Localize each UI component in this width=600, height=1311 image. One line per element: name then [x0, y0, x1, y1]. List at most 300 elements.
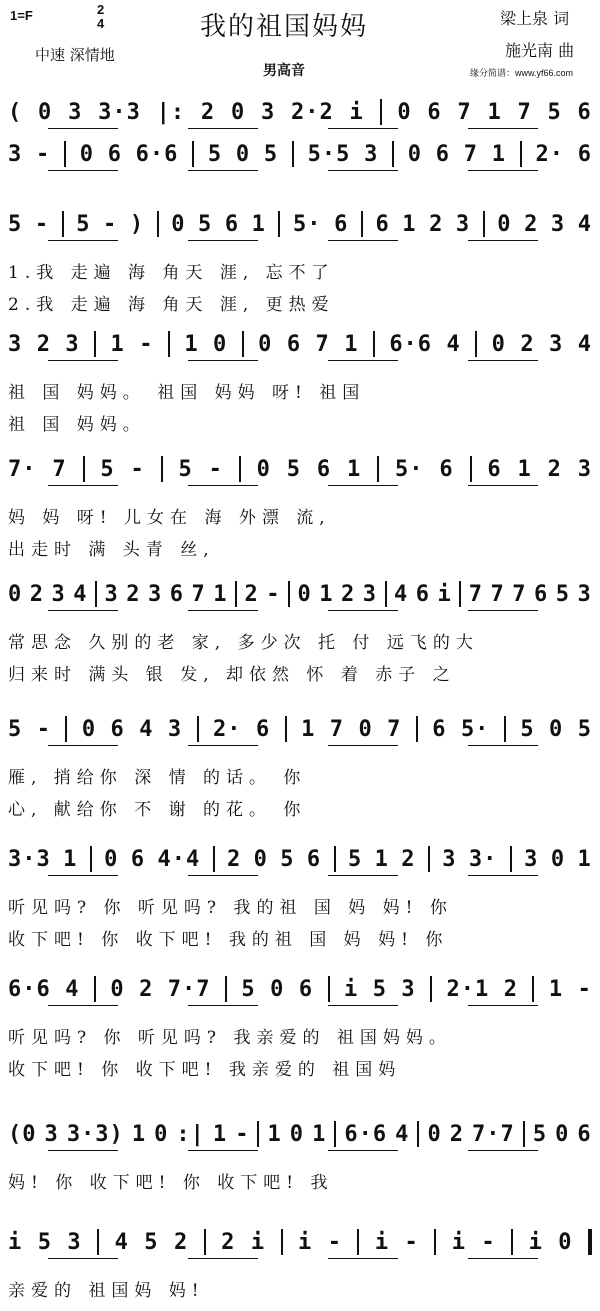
note-token: 7: [512, 581, 527, 607]
note-token: -: [36, 716, 51, 742]
beam-line: [48, 610, 118, 611]
beam-line: [328, 360, 398, 361]
note-token: 4: [577, 211, 592, 237]
note-token: 6: [107, 141, 122, 167]
staff-line-3: [8, 210, 592, 254]
note-token: 6·6: [135, 141, 179, 167]
time-signature-bottom: 4: [97, 16, 105, 31]
beam-line: [48, 875, 118, 876]
note-token: 7: [329, 716, 344, 742]
notation: [8, 140, 592, 168]
bar-line: [97, 1229, 99, 1255]
beam-line: [468, 610, 538, 611]
note-token: 1: [184, 331, 199, 357]
bar-line: [334, 846, 336, 872]
bar-line: [328, 976, 330, 1002]
lyric-line-1: 妈 妈 呀! 儿女在 海 外漂 流,: [8, 508, 331, 528]
beam-line: [48, 745, 118, 746]
note-token: 3: [148, 581, 163, 607]
bar-line: [430, 976, 432, 1002]
note-token: :|: [176, 1121, 205, 1147]
note-token: -: [235, 1121, 250, 1147]
note-token: 0: [256, 456, 271, 482]
note-token: 5: [37, 1229, 52, 1255]
note-token: 1: [517, 456, 532, 482]
note-token: 0: [491, 331, 506, 357]
beam-line: [48, 170, 118, 171]
bar-line: [373, 331, 375, 357]
beam-line: [48, 1150, 118, 1151]
note-token: 6: [577, 1121, 592, 1147]
note-token: 3: [362, 581, 377, 607]
beam-line: [328, 485, 398, 486]
note-token: 7: [191, 581, 206, 607]
beam-line: [188, 360, 258, 361]
note-token: 1: [344, 331, 359, 357]
note-token: 2: [29, 581, 44, 607]
note-token: 0: [79, 141, 94, 167]
note-token: 7: [387, 716, 402, 742]
note-token: 0: [555, 1121, 570, 1147]
beam-line: [188, 875, 258, 876]
staff-line-1: [8, 98, 592, 142]
note-token: 5: [547, 99, 562, 125]
note-token: i: [451, 1229, 466, 1255]
note-token: 0: [558, 1229, 573, 1255]
note-token: 1: [267, 1121, 282, 1147]
note-token: 6: [130, 846, 146, 872]
note-token: 1: [487, 99, 502, 125]
note-token: 7: [463, 141, 478, 167]
lyric-line-1: 妈! 你 收下吧! 你 收下吧! 我: [8, 1173, 334, 1193]
note-token: 5·: [395, 456, 424, 482]
staff-line-6: [8, 580, 592, 624]
note-token: 0: [154, 1121, 169, 1147]
bar-line: [197, 716, 199, 742]
notation: [8, 845, 592, 873]
note-token: 5·: [460, 716, 490, 742]
note-token: 5: [577, 716, 592, 742]
bar-line: [225, 976, 227, 1002]
note-token: (: [8, 99, 23, 125]
note-token: 0: [550, 846, 566, 872]
note-token: 6·6: [8, 976, 51, 1002]
staff-line-5: [8, 455, 592, 499]
note-token: 0: [38, 99, 53, 125]
note-token: 3: [8, 141, 23, 167]
note-token: 0: [289, 1121, 305, 1147]
note-token: 7: [315, 331, 330, 357]
note-token: 4: [73, 581, 88, 607]
bar-line: [428, 846, 430, 872]
bar-line: [511, 1229, 513, 1255]
note-token: 4: [65, 976, 80, 1002]
lyric-line-1: 雁, 捎给你 深 情 的话。 你: [8, 768, 307, 788]
beam-line: [328, 1258, 398, 1259]
bar-line: [90, 846, 92, 872]
note-token: 6: [487, 456, 502, 482]
note-token: 1: [312, 1121, 327, 1147]
note-token: 3: [167, 716, 183, 742]
beam-line: [48, 485, 118, 486]
note-token: 2·1: [446, 976, 490, 1002]
beam-line: [468, 745, 538, 746]
lyric-line-1: 亲爱的 祖国妈 妈!: [8, 1281, 205, 1301]
lyric-line-1: 听见吗? 你 听见吗? 我的祖 国 妈 妈! 你: [8, 898, 453, 918]
note-token: 5: [520, 716, 535, 742]
note-token: 2: [173, 1229, 189, 1255]
note-token: 0: [230, 99, 246, 125]
note-token: 3·3): [66, 1121, 124, 1147]
beam-line: [188, 610, 258, 611]
note-token: 0: [8, 581, 23, 607]
lyricist: 梁上泉 词: [500, 9, 570, 28]
note-token: 1: [212, 1121, 228, 1147]
note-token: 5·: [293, 211, 322, 237]
note-token: -: [404, 1229, 419, 1255]
lyric-line-1: 1.我 走遍 海 角天 涯, 忘不了: [8, 263, 335, 283]
notation: [8, 1120, 592, 1148]
note-token: 2: [226, 846, 242, 872]
note-token: 4: [577, 331, 592, 357]
notation: [8, 715, 592, 743]
bar-line: [380, 99, 382, 125]
note-token: 0: [81, 716, 97, 742]
source-credit: 缘分简谱：www.yf66.com: [470, 68, 574, 78]
bar-line: [168, 331, 170, 357]
staff-line-10: [8, 1120, 592, 1164]
note-token: 0: [213, 331, 228, 357]
beam-line: [48, 360, 118, 361]
note-token: -: [266, 581, 281, 607]
note-token: 6: [439, 456, 454, 482]
beam-line: [468, 485, 538, 486]
note-token: 5: [8, 211, 23, 237]
note-token: 2: [547, 456, 562, 482]
lyric-line-2: 归来时 满头 银 发, 却依然 怀 着 赤子 之: [8, 665, 456, 685]
note-token: 6: [375, 211, 390, 237]
note-token: ): [129, 211, 145, 237]
note-token: 6: [306, 846, 322, 872]
note-token: i: [437, 581, 452, 607]
note-token: 4: [446, 331, 461, 357]
note-token: 7: [468, 581, 483, 607]
note-token: 5: [207, 141, 223, 167]
bar-line: [242, 331, 244, 357]
note-token: 0: [270, 976, 285, 1002]
note-token: 1: [131, 1121, 147, 1147]
note-token: 1: [491, 141, 506, 167]
note-token: 6: [534, 581, 549, 607]
note-token: 4·4: [157, 846, 201, 872]
note-token: 4: [114, 1229, 129, 1255]
note-token: 2: [503, 976, 518, 1002]
notation: [8, 580, 592, 608]
bar-line: [239, 456, 241, 482]
note-token: 1: [110, 331, 125, 357]
bar-line: [281, 1229, 283, 1255]
note-token: 7: [52, 456, 67, 482]
bar-line: [288, 581, 290, 607]
note-token: 2: [401, 846, 416, 872]
notation: [8, 210, 592, 238]
note-token: -: [577, 976, 592, 1002]
bar-line: [416, 716, 418, 742]
note-token: 3: [44, 1121, 59, 1147]
note-token: 5: [178, 456, 193, 482]
note-token: 3: [455, 211, 471, 237]
note-token: 6: [334, 211, 349, 237]
bar-line: [213, 846, 215, 872]
note-token: i: [297, 1229, 313, 1255]
bar-line: [470, 456, 472, 482]
bar-line: [204, 1229, 206, 1255]
beam-line: [188, 240, 258, 241]
note-token: 3: [8, 331, 23, 357]
note-token: 5: [347, 846, 363, 872]
note-token: -: [35, 141, 51, 167]
note-token: -: [208, 456, 223, 482]
lyric-line-1: 常思念 久别的老 家, 多少次 托 付 远飞的大: [8, 633, 479, 653]
bar-line: [278, 211, 280, 237]
tempo-marking: 中速 深情地: [35, 46, 115, 64]
note-token: 3: [577, 581, 592, 607]
bar-line: [192, 141, 194, 167]
beam-line: [188, 1005, 258, 1006]
lyric-line-2: 2.我 走遍 海 角天 涯, 更热爱: [8, 295, 335, 315]
beam-line: [328, 745, 398, 746]
note-token: 2: [341, 581, 356, 607]
bar-line: [392, 141, 394, 167]
bar-line: [285, 716, 287, 742]
note-token: 7·7: [472, 1121, 515, 1147]
lyric-line-2: 收下吧! 你 收下吧! 我亲爱的 祖国妈: [8, 1060, 402, 1080]
beam-line: [48, 128, 118, 129]
note-token: 6: [577, 99, 592, 125]
bar-line: [588, 1229, 592, 1255]
note-token: 3: [67, 1229, 82, 1255]
note-token: 1: [548, 976, 564, 1002]
beam-line: [48, 240, 118, 241]
lyric-line-1: 祖 国 妈妈。 祖国 妈妈 呀! 祖国: [8, 383, 366, 403]
beam-line: [188, 745, 258, 746]
staff-line-9: [8, 975, 592, 1019]
note-token: 6: [435, 141, 451, 167]
note-token: 0: [397, 99, 412, 125]
note-token: 3: [260, 99, 276, 125]
bar-line: [459, 581, 461, 607]
note-token: i: [349, 99, 364, 125]
note-token: 0: [258, 331, 273, 357]
note-token: 0: [110, 976, 125, 1002]
beam-line: [328, 610, 398, 611]
bar-line: [377, 456, 379, 482]
note-token: 1: [213, 581, 228, 607]
beam-line: [468, 170, 538, 171]
note-token: i: [250, 1229, 266, 1255]
note-token: 3: [401, 976, 416, 1002]
lyric-line-2: 收下吧! 你 收下吧! 我的祖 国 妈 妈! 你: [8, 930, 449, 950]
note-token: 2·2: [291, 99, 334, 125]
beam-line: [188, 128, 258, 129]
note-token: 7: [517, 99, 532, 125]
bar-line: [532, 976, 534, 1002]
bar-line: [62, 211, 64, 237]
note-token: 3: [104, 581, 119, 607]
time-signature-top: 2: [97, 2, 105, 17]
note-token: 0: [427, 1121, 442, 1147]
note-token: 2: [200, 99, 216, 125]
bar-line: [257, 1121, 259, 1147]
beam-line: [328, 1005, 398, 1006]
lyric-line-2: 出走时 满 头青 丝,: [8, 540, 215, 560]
bar-line: [483, 211, 485, 237]
bar-line: [357, 1229, 359, 1255]
bar-line: [504, 716, 506, 742]
bar-line: [95, 581, 97, 607]
note-token: 3·3: [98, 99, 141, 125]
note-token: 5: [198, 211, 213, 237]
bar-line: [94, 331, 96, 357]
note-token: 6: [286, 331, 302, 357]
note-token: 6: [432, 716, 447, 742]
note-token: 6: [316, 456, 332, 482]
beam-line: [468, 240, 538, 241]
bar-line: [417, 1121, 419, 1147]
note-token: 6·6: [389, 331, 433, 357]
beam-line: [468, 360, 538, 361]
note-token: i: [343, 976, 359, 1002]
bar-line: [434, 1229, 436, 1255]
note-token: 3: [65, 331, 80, 357]
beam-line: [328, 128, 398, 129]
note-token: 6: [427, 99, 442, 125]
note-token: 7: [490, 581, 505, 607]
beam-line: [48, 1005, 118, 1006]
note-token: 3·3: [8, 846, 51, 872]
note-token: 6: [298, 976, 314, 1002]
beam-line: [188, 170, 258, 171]
note-token: 3: [550, 211, 566, 237]
bar-line: [385, 581, 387, 607]
note-token: 3: [442, 846, 457, 872]
note-token: 3: [549, 331, 564, 357]
note-token: 5: [144, 1229, 159, 1255]
note-token: 0: [407, 141, 423, 167]
note-token: |:: [156, 99, 186, 125]
note-token: 2: [126, 581, 141, 607]
note-token: 1: [402, 211, 417, 237]
note-token: 2: [36, 331, 51, 357]
note-token: 5: [241, 976, 256, 1002]
page-title: 我的祖国妈妈: [200, 12, 369, 42]
note-token: 2: [429, 211, 444, 237]
note-token: 2: [244, 581, 259, 607]
note-token: 2·: [213, 716, 242, 742]
note-token: -: [481, 1229, 496, 1255]
beam-line: [188, 485, 258, 486]
note-token: 7·: [8, 456, 37, 482]
note-token: 5·5: [307, 141, 351, 167]
beam-line: [468, 1150, 538, 1151]
note-token: 0: [171, 211, 186, 237]
note-token: 4: [394, 581, 409, 607]
bar-line: [520, 141, 522, 167]
voice-type: 男高音: [263, 62, 305, 78]
note-token: 5: [263, 141, 279, 167]
bar-line: [161, 456, 163, 482]
bar-line: [157, 211, 159, 237]
note-token: 5: [76, 211, 91, 237]
note-token: 0: [104, 846, 119, 872]
note-token: 3: [524, 846, 539, 872]
note-token: -: [130, 456, 145, 482]
beam-line: [328, 875, 398, 876]
note-token: 5: [372, 976, 387, 1002]
bar-line: [292, 141, 294, 167]
note-token: -: [139, 331, 154, 357]
note-token: 5: [100, 456, 115, 482]
key-signature: 1=F: [10, 8, 33, 23]
bar-line: [523, 1121, 525, 1147]
note-token: 2: [221, 1229, 236, 1255]
notation: [8, 330, 592, 358]
notation: [8, 98, 592, 126]
staff-line-8: [8, 845, 592, 889]
note-token: i: [8, 1229, 23, 1255]
note-token: 2: [524, 211, 539, 237]
note-token: 2: [139, 976, 154, 1002]
note-token: 3: [51, 581, 66, 607]
note-token: 4: [139, 716, 154, 742]
beam-line: [468, 1258, 538, 1259]
note-token: 6·6: [344, 1121, 388, 1147]
note-token: 6: [577, 141, 592, 167]
beam-line: [188, 1150, 258, 1151]
note-token: 5: [555, 581, 570, 607]
notation: [8, 455, 592, 483]
note-token: 1: [251, 211, 266, 237]
beam-line: [328, 240, 398, 241]
lyric-line-1: 听见吗? 你 听见吗? 我亲爱的 祖国妈妈。: [8, 1028, 452, 1048]
note-token: 1: [374, 846, 389, 872]
note-token: 0: [297, 581, 312, 607]
note-token: (0: [8, 1121, 37, 1147]
lyric-line-2: 祖 国 妈妈。: [8, 415, 146, 435]
note-token: 3: [68, 99, 83, 125]
staff-line-4: [8, 330, 592, 374]
note-token: 1: [301, 716, 316, 742]
note-token: 5: [8, 716, 23, 742]
note-token: 0: [497, 211, 512, 237]
note-token: 6: [255, 716, 271, 742]
beam-line: [328, 1150, 398, 1151]
note-token: 7: [457, 99, 472, 125]
bar-line: [334, 1121, 336, 1147]
note-token: 5: [532, 1121, 548, 1147]
note-token: i: [374, 1229, 390, 1255]
note-token: 4: [395, 1121, 410, 1147]
note-token: 2: [520, 331, 535, 357]
note-token: 6: [224, 211, 240, 237]
note-token: 2·: [535, 141, 564, 167]
beam-line: [468, 1005, 538, 1006]
staff-line-11: [8, 1228, 592, 1272]
note-token: 1: [347, 456, 362, 482]
note-token: 5: [280, 846, 295, 872]
staff-line-7: [8, 715, 592, 759]
note-token: 0: [253, 846, 268, 872]
